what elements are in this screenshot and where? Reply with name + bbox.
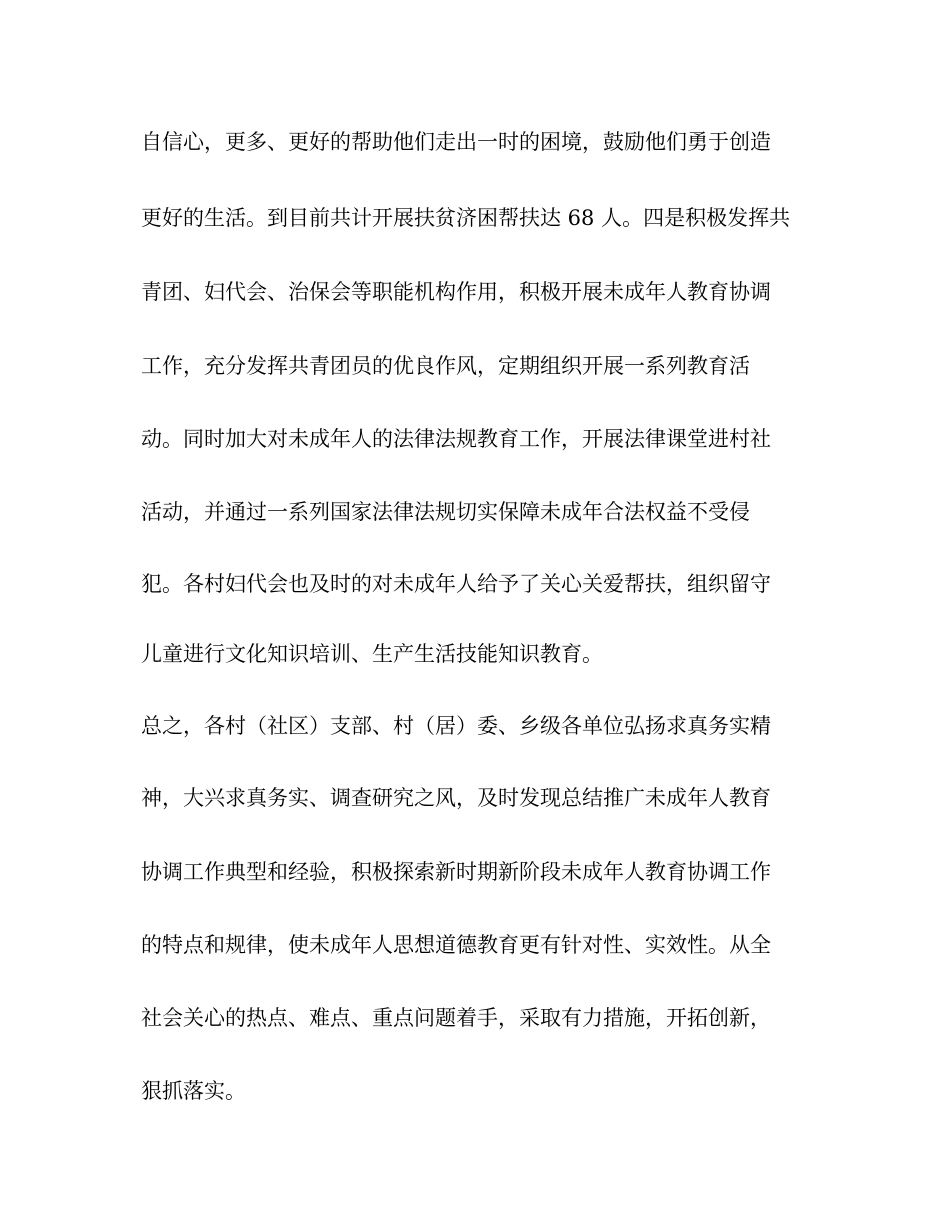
text-line: 动。同时加大对未成年人的法律法规教育工作，开展法律课堂进村社 [141,427,771,451]
text-line: 自信心，更多、更好的帮助他们走出一时的困境，鼓励他们勇于创造 [141,130,771,154]
text-line: 协调工作典型和经验，积极探索新时期新阶段未成年人教育协调工作 [141,860,771,884]
text-line: 神，大兴求真务实、调查研究之风，及时发现总结推广未成年人教育 [141,786,771,810]
text-line: 总之，各村（社区）支部、村（居）委、乡级各单位弘扬求真务实精 [141,714,771,738]
text-line: 的特点和规律，使未成年人思想道德教育更有针对性、实效性。从全 [141,933,771,957]
text-line: 青团、妇代会、治保会等职能机构作用，积极开展未成年人教育协调 [141,280,771,304]
text-line: 工作，充分发挥共青团员的优良作风，定期组织开展一系列教育活 [141,354,750,378]
text-line: 儿童进行文化知识培训、生产生活技能知识教育。 [141,642,603,666]
text-line: 活动，并通过一系列国家法律法规切实保障未成年合法权益不受侵 [141,500,750,524]
text-line: 社会关心的热点、难点、重点问题着手，采取有力措施，开拓创新， [141,1006,771,1030]
text-line: 狠抓落实。 [141,1079,246,1103]
text-line: 犯。各村妇代会也及时的对未成年人给予了关心关爱帮扶，组织留守 [141,572,771,596]
text-line: 更好的生活。到目前共计开展扶贫济困帮扶达 68 人。四是积极发挥共 [141,206,791,230]
